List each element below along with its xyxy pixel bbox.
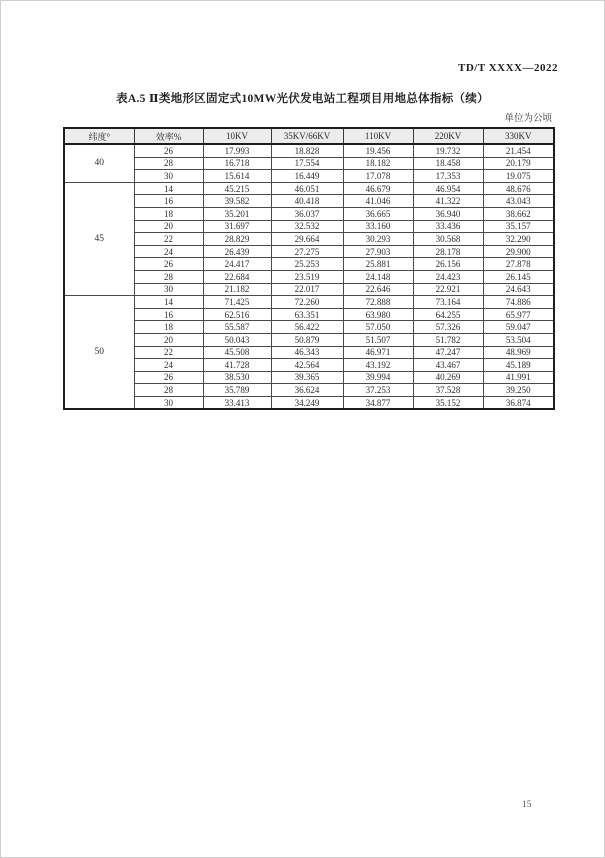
efficiency-cell: 30 (134, 396, 203, 409)
table-row (64, 396, 554, 409)
value-cell: 24.417 (203, 258, 271, 271)
table-row (64, 157, 554, 170)
value-cell: 19.732 (413, 144, 483, 157)
value-cell: 51.782 (413, 333, 483, 346)
table-row (64, 359, 554, 372)
value-cell: 32.532 (271, 220, 343, 233)
value-cell: 36.940 (413, 207, 483, 220)
value-cell: 36.665 (343, 207, 413, 220)
value-cell: 40.269 (413, 371, 483, 384)
value-cell: 59.047 (483, 321, 554, 334)
efficiency-cell: 14 (134, 182, 203, 195)
efficiency-cell: 22 (134, 233, 203, 246)
table-row (64, 207, 554, 220)
value-cell: 26.439 (203, 245, 271, 258)
efficiency-cell: 16 (134, 308, 203, 321)
value-cell: 46.679 (343, 182, 413, 195)
value-cell: 19.075 (483, 170, 554, 183)
value-cell: 45.189 (483, 359, 554, 372)
value-cell: 15.614 (203, 170, 271, 183)
efficiency-cell: 28 (134, 157, 203, 170)
value-cell: 57.050 (343, 321, 413, 334)
latitude-cell: 50 (64, 296, 134, 410)
value-cell: 50.879 (271, 333, 343, 346)
value-cell: 22.921 (413, 283, 483, 296)
value-cell: 38.662 (483, 207, 554, 220)
value-cell: 48.676 (483, 182, 554, 195)
document-code: TD/T XXXX—2022 (457, 62, 558, 74)
value-cell: 51.507 (343, 333, 413, 346)
value-cell: 25.881 (343, 258, 413, 271)
efficiency-cell: 26 (134, 371, 203, 384)
value-cell: 36.624 (271, 384, 343, 397)
efficiency-cell: 30 (134, 170, 203, 183)
efficiency-cell: 28 (134, 270, 203, 283)
value-cell: 18.182 (343, 157, 413, 170)
efficiency-cell: 16 (134, 195, 203, 208)
col-header-110kv: 110KV (343, 128, 413, 144)
value-cell: 33.436 (413, 220, 483, 233)
value-cell: 17.078 (343, 170, 413, 183)
table-row (64, 195, 554, 208)
value-cell: 37.528 (413, 384, 483, 397)
value-cell: 20.179 (483, 157, 554, 170)
value-cell: 32.290 (483, 233, 554, 246)
value-cell: 72.888 (343, 296, 413, 309)
value-cell: 35.789 (203, 384, 271, 397)
table-row (64, 346, 554, 359)
value-cell: 21.182 (203, 283, 271, 296)
value-cell: 33.160 (343, 220, 413, 233)
value-cell: 22.017 (271, 283, 343, 296)
efficiency-cell: 22 (134, 346, 203, 359)
col-header-latitude: 纬度° (64, 128, 134, 144)
table-row (64, 371, 554, 384)
value-cell: 16.718 (203, 157, 271, 170)
table-title: 表A.5 Ⅱ类地形区固定式10MW光伏发电站工程项目用地总体指标（续） (116, 93, 489, 105)
value-cell: 24.643 (483, 283, 554, 296)
value-cell: 46.343 (271, 346, 343, 359)
col-header-10kv: 10KV (203, 128, 271, 144)
value-cell: 28.178 (413, 245, 483, 258)
value-cell: 17.993 (203, 144, 271, 157)
latitude-cell: 40 (64, 144, 134, 182)
value-cell: 45.215 (203, 182, 271, 195)
value-cell: 17.353 (413, 170, 483, 183)
table-row (64, 270, 554, 283)
value-cell: 26.156 (413, 258, 483, 271)
col-header-220kv: 220KV (413, 128, 483, 144)
value-cell: 55.587 (203, 321, 271, 334)
efficiency-cell: 26 (134, 258, 203, 271)
value-cell: 43.467 (413, 359, 483, 372)
table-row (64, 308, 554, 321)
value-cell: 62.516 (203, 308, 271, 321)
value-cell: 25.253 (271, 258, 343, 271)
value-cell: 30.568 (413, 233, 483, 246)
value-cell: 71.425 (203, 296, 271, 309)
table-row (64, 258, 554, 271)
land-use-indicator-table (63, 127, 555, 410)
table-row (64, 170, 554, 183)
value-cell: 43.043 (483, 195, 554, 208)
efficiency-cell: 14 (134, 296, 203, 309)
value-cell: 41.728 (203, 359, 271, 372)
value-cell: 35.157 (483, 220, 554, 233)
latitude-cell: 45 (64, 182, 134, 295)
value-cell: 22.684 (203, 270, 271, 283)
value-cell: 46.954 (413, 182, 483, 195)
value-cell: 29.900 (483, 245, 554, 258)
efficiency-cell: 30 (134, 283, 203, 296)
value-cell: 53.504 (483, 333, 554, 346)
value-cell: 22.646 (343, 283, 413, 296)
value-cell: 36.037 (271, 207, 343, 220)
value-cell: 63.351 (271, 308, 343, 321)
efficiency-cell: 20 (134, 220, 203, 233)
value-cell: 27.903 (343, 245, 413, 258)
value-cell: 27.878 (483, 258, 554, 271)
table-row (64, 233, 554, 246)
value-cell: 64.255 (413, 308, 483, 321)
col-header-330kv: 330KV (483, 128, 554, 144)
table-row (64, 245, 554, 258)
value-cell: 19.456 (343, 144, 413, 157)
value-cell: 45.508 (203, 346, 271, 359)
value-cell: 50.043 (203, 333, 271, 346)
table-row (64, 182, 554, 195)
value-cell: 73.164 (413, 296, 483, 309)
value-cell: 18.828 (271, 144, 343, 157)
unit-note: 单位为公顷 (504, 114, 552, 124)
value-cell: 39.250 (483, 384, 554, 397)
value-cell: 23.519 (271, 270, 343, 283)
value-cell: 27.275 (271, 245, 343, 258)
value-cell: 18.458 (413, 157, 483, 170)
value-cell: 34.877 (343, 396, 413, 409)
page-number: 15 (522, 800, 532, 810)
value-cell: 48.969 (483, 346, 554, 359)
table-row (64, 144, 554, 157)
table-row (64, 296, 554, 309)
table-row (64, 220, 554, 233)
header-row (64, 128, 554, 144)
table-row (64, 384, 554, 397)
value-cell: 37.253 (343, 384, 413, 397)
value-cell: 43.192 (343, 359, 413, 372)
value-cell: 56.422 (271, 321, 343, 334)
efficiency-cell: 28 (134, 384, 203, 397)
col-header-35kv-66kv: 35KV/66KV (271, 128, 343, 144)
value-cell: 30.293 (343, 233, 413, 246)
value-cell: 74.886 (483, 296, 554, 309)
value-cell: 46.051 (271, 182, 343, 195)
value-cell: 46.971 (343, 346, 413, 359)
value-cell: 24.148 (343, 270, 413, 283)
col-header-efficiency: 效率% (134, 128, 203, 144)
value-cell: 26.145 (483, 270, 554, 283)
efficiency-cell: 18 (134, 321, 203, 334)
value-cell: 72.260 (271, 296, 343, 309)
value-cell: 40.418 (271, 195, 343, 208)
table-row (64, 333, 554, 346)
value-cell: 39.365 (271, 371, 343, 384)
efficiency-cell: 18 (134, 207, 203, 220)
value-cell: 57.326 (413, 321, 483, 334)
value-cell: 65.977 (483, 308, 554, 321)
value-cell: 35.201 (203, 207, 271, 220)
efficiency-cell: 24 (134, 359, 203, 372)
value-cell: 34.249 (271, 396, 343, 409)
table-row (64, 283, 554, 296)
value-cell: 28.829 (203, 233, 271, 246)
value-cell: 35.152 (413, 396, 483, 409)
value-cell: 16.449 (271, 170, 343, 183)
value-cell: 39.994 (343, 371, 413, 384)
value-cell: 21.454 (483, 144, 554, 157)
table-row (64, 321, 554, 334)
efficiency-cell: 24 (134, 245, 203, 258)
value-cell: 41.046 (343, 195, 413, 208)
efficiency-cell: 26 (134, 144, 203, 157)
value-cell: 29.664 (271, 233, 343, 246)
value-cell: 17.554 (271, 157, 343, 170)
value-cell: 63.980 (343, 308, 413, 321)
value-cell: 24.423 (413, 270, 483, 283)
value-cell: 47.247 (413, 346, 483, 359)
value-cell: 41.322 (413, 195, 483, 208)
value-cell: 38.530 (203, 371, 271, 384)
value-cell: 36.874 (483, 396, 554, 409)
efficiency-cell: 20 (134, 333, 203, 346)
value-cell: 42.564 (271, 359, 343, 372)
value-cell: 39.582 (203, 195, 271, 208)
value-cell: 31.697 (203, 220, 271, 233)
value-cell: 33.413 (203, 396, 271, 409)
value-cell: 41.991 (483, 371, 554, 384)
